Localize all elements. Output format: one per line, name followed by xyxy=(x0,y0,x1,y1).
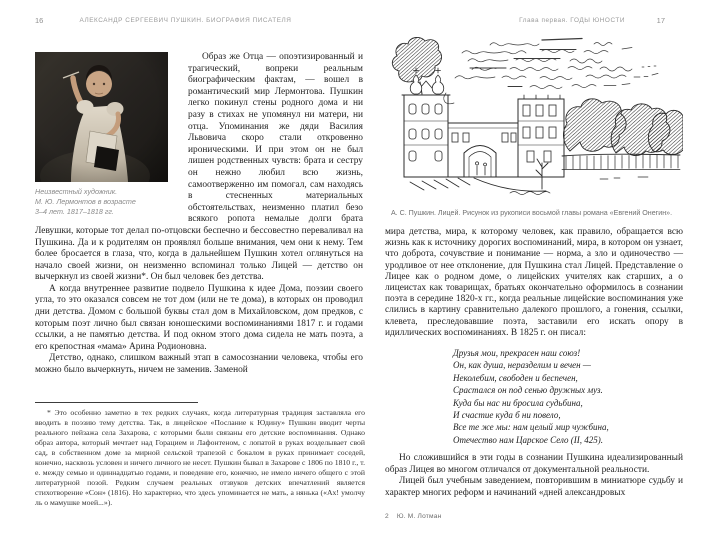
lermontov-portrait-figure xyxy=(35,52,178,216)
lermontov-portrait-illustration xyxy=(35,52,168,182)
body-paragraph: Детство, однако, слишком важный этап в самосознании человека, чтобы его можно было вычеркнуть, ничем не заменив. Заменой xyxy=(35,353,363,376)
right-running-title: Глава первая. ГОДЫ ЮНОСТИ xyxy=(519,17,625,24)
body-paragraph: Лицей был учебным заведением, повторившим в миниатюре судьбу и характер многих реформ и начинаний «дней александровых xyxy=(385,476,683,498)
footnote-rule xyxy=(35,402,198,403)
left-running-title: АЛЕКСАНДР СЕРГЕЕВИЧ ПУШКИН. БИОГРАФИЯ ПИСАТЕЛЯ xyxy=(79,17,292,24)
poem-line: И счастие куда б ни повело, xyxy=(453,410,561,421)
left-page-number: 16 xyxy=(35,16,44,25)
body-paragraph: мира детства, мира, к которому человек, как правило, обращается всю жизнь как к источнику дорогих воспоминаний, мира, в котором он узнает, что доброта, сочувствие и понимание — норма, а зло и одиночество — уродливое от нее отклонение, для Пушкина стал Лицей. Представление о Лицее как о родном доме, о лицейских учителях как старших, а о лицеистах как товарищах, братьях окончательно оформилось в сознании поэта в середине 1820-х гг., когда реальные лицейские воспоминания уже слились в картину сравнительно далекого прошлого, а гонения, ссылки, клевета, преследовавшие поэта, заставили его искать опору в идиллических воспоминаниях. В 1825 г. он писал: xyxy=(385,227,683,338)
signature-number: 2 xyxy=(385,513,389,520)
printers-signature xyxy=(385,513,441,520)
poem-line: Куда бы нас ни бросила судьбина, xyxy=(453,397,583,408)
poem-line: Срастался он под сенью дружных муз. xyxy=(453,385,603,396)
portrait-caption-line: Неизвестный художник. xyxy=(35,187,118,196)
signature-author: Ю. М. Лотман xyxy=(396,513,442,520)
poem-line: Отечество нам Царское Село (II, 425). xyxy=(453,434,603,445)
poem-line: Друзья мои, прекрасен наш союз! xyxy=(453,348,581,359)
right-page-number: 17 xyxy=(656,16,665,25)
portrait-caption-line: М. Ю. Лермонтов в возрасте xyxy=(35,196,136,206)
portrait-caption xyxy=(35,187,175,216)
footnote-text: * Это особенно заметно в тех редких случаях, когда литературная традиция заставляла его вводить в поэзию тему детства. Так, в лицейское «Послание к Юдину» Пушкин вводит черты реального пейзажа села Захарова, с которыми были связаны его детские воспоминания. Однако образ автора, который мечтает над Горацием и Лафонтеном, с лопатой в руках возделывает свой сад, в собственном доме за мирной сельской трапезой с бокалом в руках принимает соседей, конечно, насквозь условен и ничего личного не несет. Пушкин бывал в Захарове с 1806 по 1810 г., т. е. между семью и одиннадцатью годами, и поведение его, конечно, не имело ничего общего с этой литературной позой. Редким случаем реальных отзвуков детских впечатлений является стихотворение «Сон» (1816). Но характерно, что здесь упоминается не мать, а нянька («Ах! умолчу ль о мамушке моей...»). xyxy=(35,408,365,507)
poem-line: Все те же мы: нам целый мир чужбина, xyxy=(453,422,609,433)
body-paragraph: Но сложившийся в эти годы в сознании Пушкина идеализированный образ Лицея во многом отличался от документальной реальности. xyxy=(385,453,683,475)
portrait-caption-line: 3–4 лет. 1817–1818 гг. xyxy=(35,206,114,216)
right-page-text-block xyxy=(385,227,683,499)
lyceum-sketch-illustration xyxy=(390,37,683,200)
footnote-block xyxy=(35,402,365,508)
body-paragraph: А когда внутреннее развитие подвело Пушкина к идее Дома, поэзии своего угла, то это оказался совсем не тот дом (или не те дома), в которых он проводил дни детства. Домом с большой буквы стал дом в Михайловском, дом предков, с которым поэт лично был связан юношескими воспоминаниями 1817 г. и годами ссылки, а не памятью детства. И под окном этого дома сидела не мать поэта, а его крепостная «мама» Арина Родионовна. xyxy=(35,283,363,352)
poem-quote xyxy=(453,347,683,446)
sketch-caption: А. С. Пушкин. Лицей. Рисунок из рукописи восьмой главы романа «Евгений Онегин». xyxy=(390,209,673,217)
poem-line: Неколебим, свободен и беспечен, xyxy=(453,372,578,383)
body-paragraph: Образ же Отца — опоэтизированный и трагический, вопреки реальным биографическим фактам, — вошел в романтический мир Лермонтова. Пушкин легко покинул стены родного дома и ни разу в стихах не упомянул ни матери, ни отца. Упоминания же дяди Василия Львовича скоро стали откровенно ироническими. И при этом он не был лишен родственных чувств: брата и сестру он нежно любил всю жизнь, самоотверженно им помогал, сам находясь в стесненных материальных обстоятельствах, неизменно платил безо всякого ропота немалые долги брата Левушки, которые тот делал по-отцовски беспечно и бессовестно переваливал на Пушкина. Да и к родителям он проявлял больше внимания, чем они к нему. Тем более бросается в глаза, что, когда в дальнейшем Пушкин хотел оглянуться на начало своей жизни, он неизменно вспоминал только Лицей — детство он вычеркнул из своей жизни*. Он был человек без детства. xyxy=(35,52,363,283)
left-page-text-block xyxy=(35,52,363,377)
poem-line: Он, как душа, неразделим и вечен — xyxy=(453,360,591,371)
right-page xyxy=(354,0,709,540)
